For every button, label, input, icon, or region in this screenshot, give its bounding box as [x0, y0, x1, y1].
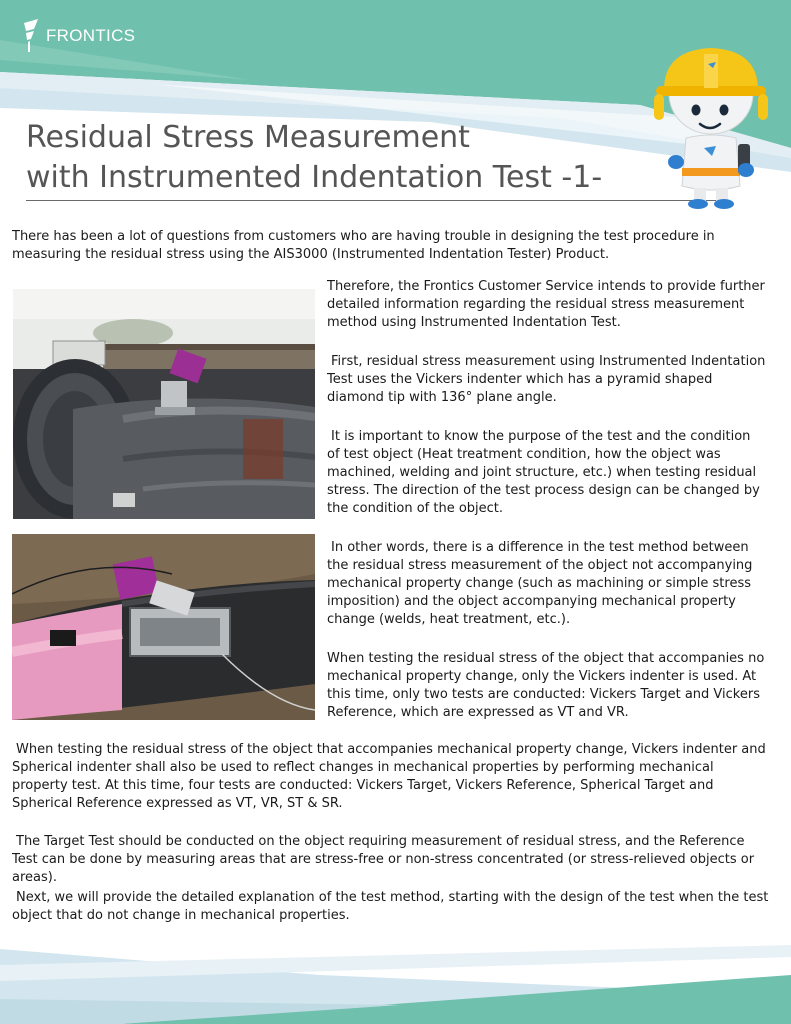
logo-text: FRONTICS	[46, 26, 136, 45]
paragraph-6: When testing the residual stress of the object that accompanies mechanical property change, Vickers indenter and Spherical indenter shall also be used to reflect changes in mechanical properties by performing mechanical property test. At this time, four tests are conducted: Vickers Target, Vickers Reference, Spherical Target and Spherical Reference expressed as VT, VR, ST & SR.	[12, 742, 766, 811]
paragraph-1: Therefore, the Frontics Customer Service intends to provide further detailed information regarding the residual stress measurement method using Instrumented Indentation Test.	[327, 279, 765, 330]
intro-paragraph: There has been a lot of questions from customers who are having trouble in designing the test procedure in measuring the residual stress using the AIS3000 (Instrumented Indentation Tester) Product.	[12, 229, 715, 262]
title-divider	[26, 200, 726, 201]
pipe-test-photo-1	[13, 289, 315, 519]
title-line-1: Residual Stress Measurement	[26, 120, 470, 155]
paragraph-5: When testing the residual stress of the object that accompanies no mechanical property change, only the Vickers indenter is used. At this time, only two tests are conducted: Vickers Target and Vickers Reference, which are expressed as VT and VR.	[327, 651, 765, 720]
paragraph-2: First, residual stress measurement using Instrumented Indentation Test uses the Vickers indenter which has a pyramid shaped diamond tip with 136° plane angle.	[327, 354, 766, 405]
paragraph-3: It is important to know the purpose of the test and the condition of test object (Heat treatment condition, how the object was machined, welding and joint structure, etc.) when testing residual stress. The direction of the test process design can be changed by the condition of the object.	[327, 429, 760, 516]
title-line-2: with Instrumented Indentation Test -1-	[26, 160, 603, 195]
page-title	[26, 118, 602, 198]
paragraph-7: The Target Test should be conducted on the object requiring measurement of residual stress, and the Reference Test can be done by measuring areas that are stress-free or non-stress concentrated (or stress-relieved objects or areas).	[12, 834, 755, 885]
frontics-logo[interactable]	[20, 18, 135, 54]
mascot-illustration	[650, 44, 772, 209]
paragraph-4: In other words, there is a difference in the test method between the residual stress measurement of the object not accompanying mechanical property change (such as machining or simple stress imposition) and the object accompanying mechanical property change (welds, heat treatment, etc.).	[327, 540, 753, 627]
pipe-test-photo-2	[12, 534, 315, 720]
footer-background	[0, 935, 791, 1024]
frontics-logo-icon	[20, 19, 42, 53]
paragraph-8: Next, we will provide the detailed explanation of the test method, starting with the design of the test when the test object that do not change in mechanical properties.	[12, 890, 769, 923]
